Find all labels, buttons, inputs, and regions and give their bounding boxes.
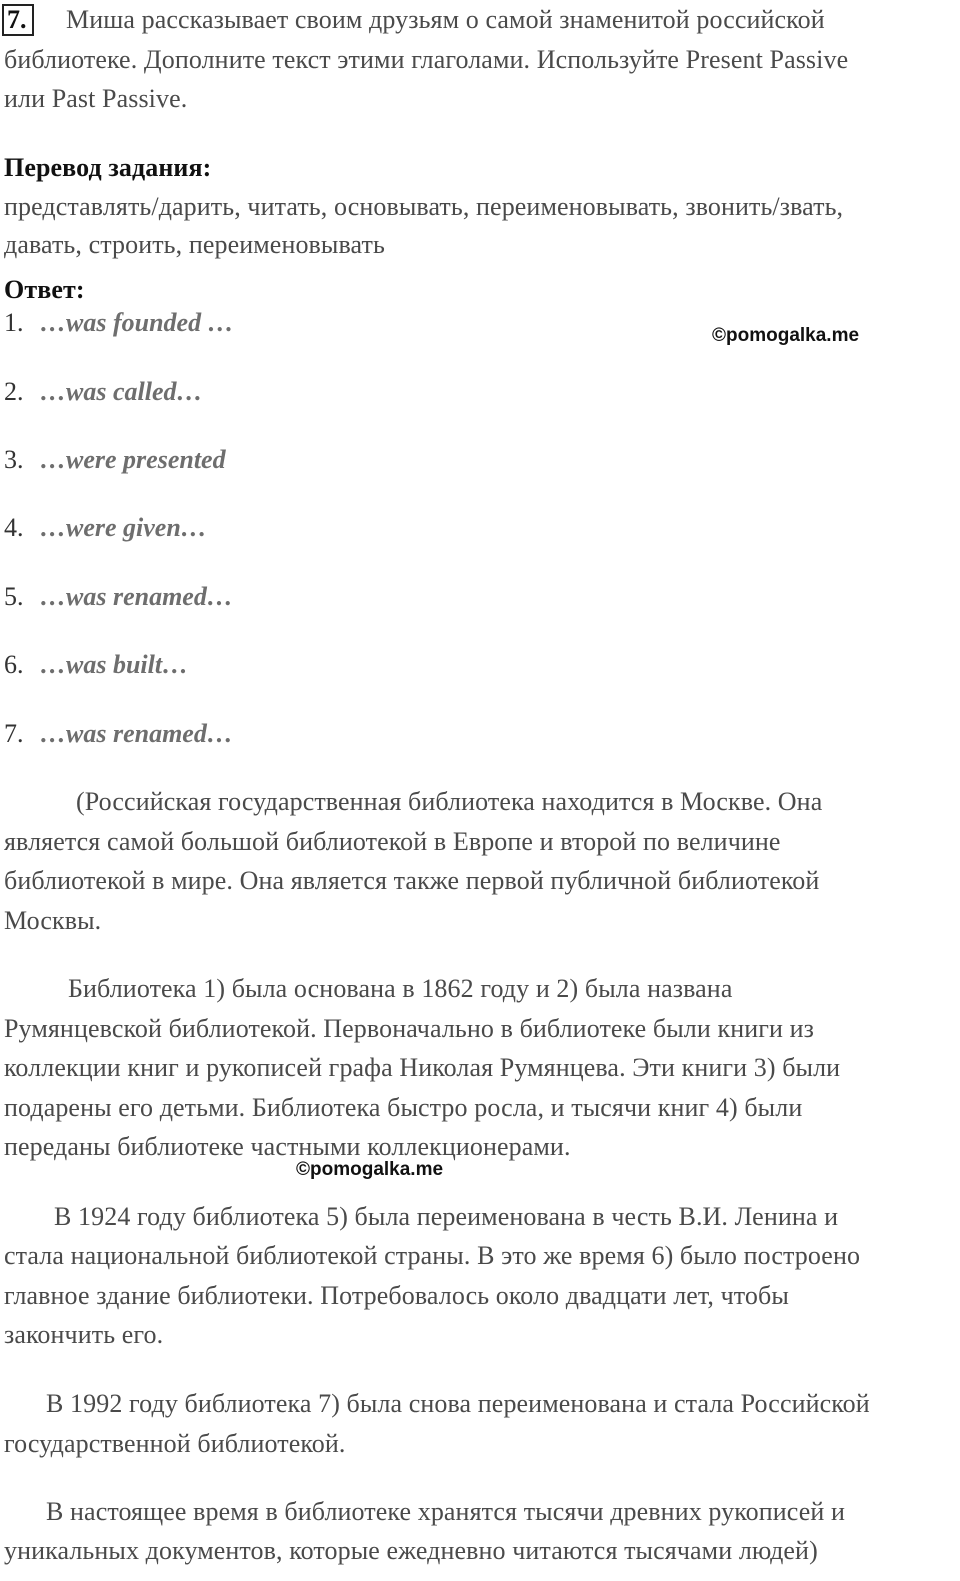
paragraph-1-line-3: библиотекой в мире. Она является также первой публичной библиотекой bbox=[4, 866, 820, 895]
answer-item bbox=[4, 444, 226, 476]
watermark: ©pomogalka.me bbox=[296, 1159, 444, 1180]
answer-item-number: 2. bbox=[4, 377, 24, 406]
watermark: ©pomogalka.me bbox=[712, 325, 860, 346]
paragraph-3-line-3: главное здание библиотеки. Потребовалось около двадцати лет, чтобы bbox=[4, 1281, 789, 1310]
task-number: 7. bbox=[2, 4, 34, 36]
paragraph-2-line-2: Румянцевской библиотекой. Первоначально в библиотеке были книги из bbox=[4, 1014, 814, 1043]
task-prompt-line-2: библиотеке. Дополните текст этими глаголами. Используйте Present Passive bbox=[4, 45, 849, 74]
answer-item-number: 7. bbox=[4, 719, 24, 748]
answer-item-number: 6. bbox=[4, 650, 24, 679]
answer-item-text: …was renamed… bbox=[40, 582, 233, 611]
paragraph-2-line-5: переданы библиотеке частными коллекционерами. bbox=[4, 1132, 571, 1161]
answer-item-number: 1. bbox=[4, 308, 24, 337]
translation-line-1: представлять/дарить, читать, основывать, переименовывать, звонить/звать, bbox=[4, 192, 844, 221]
paragraph-1-line-1: (Российская государственная библиотека находится в Москве. Она bbox=[76, 787, 823, 816]
answer-item-text: …were presented bbox=[40, 445, 226, 474]
paragraph-4-line-2: государственной библиотекой. bbox=[4, 1429, 346, 1458]
task-prompt-line-3: или Past Passive. bbox=[4, 84, 188, 113]
answer-item-text: …was renamed… bbox=[40, 719, 233, 748]
answer-item-text: …was called… bbox=[40, 377, 203, 406]
answer-item bbox=[4, 376, 203, 408]
answer-item bbox=[4, 649, 188, 681]
paragraph-1-line-2: является самой большой библиотекой в Европе и второй по величине bbox=[4, 827, 781, 856]
paragraph-3-line-4: закончить его. bbox=[4, 1320, 164, 1349]
answer-item bbox=[4, 581, 233, 613]
answer-item bbox=[4, 307, 234, 339]
answer-item-number: 4. bbox=[4, 513, 24, 542]
paragraph-1-line-4: Москвы. bbox=[4, 906, 102, 935]
answer-item bbox=[4, 512, 207, 544]
answer-item-text: …was founded … bbox=[40, 308, 234, 337]
paragraph-5-line-2: уникальных документов, которые ежедневно читаются тысячами людей) bbox=[4, 1536, 818, 1565]
paragraph-2-line-4: подарены его детьми. Библиотека быстро росла, и тысячи книг 4) были bbox=[4, 1093, 803, 1122]
answer-item-number: 3. bbox=[4, 445, 24, 474]
translation-heading: Перевод задания: bbox=[4, 153, 212, 182]
task-prompt-line-1: Миша рассказывает своим друзьям о самой знаменитой российской bbox=[66, 5, 825, 34]
paragraph-2-line-1: Библиотека 1) была основана в 1862 году и 2) была названа bbox=[68, 974, 733, 1003]
paragraph-3-line-2: стала национальной библиотекой страны. В это же время 6) было построено bbox=[4, 1241, 861, 1270]
answer-item-number: 5. bbox=[4, 582, 24, 611]
translation-line-2: давать, строить, переименовывать bbox=[4, 230, 385, 259]
answer-heading: Ответ: bbox=[4, 275, 85, 304]
answer-item bbox=[4, 718, 233, 750]
paragraph-5-line-1: В настоящее время в библиотеке хранятся тысячи древних рукописей и bbox=[46, 1497, 846, 1526]
paragraph-2-line-3: коллекции книг и рукописей графа Николая Румянцева. Эти книги 3) были bbox=[4, 1053, 841, 1082]
paragraph-4-line-1: В 1992 году библиотека 7) была снова переименована и стала Российской bbox=[46, 1389, 870, 1418]
paragraph-3-line-1: В 1924 году библиотека 5) была переименована в честь В.И. Ленина и bbox=[54, 1202, 839, 1231]
answer-item-text: …was built… bbox=[40, 650, 189, 679]
answer-item-text: …were given… bbox=[40, 513, 207, 542]
